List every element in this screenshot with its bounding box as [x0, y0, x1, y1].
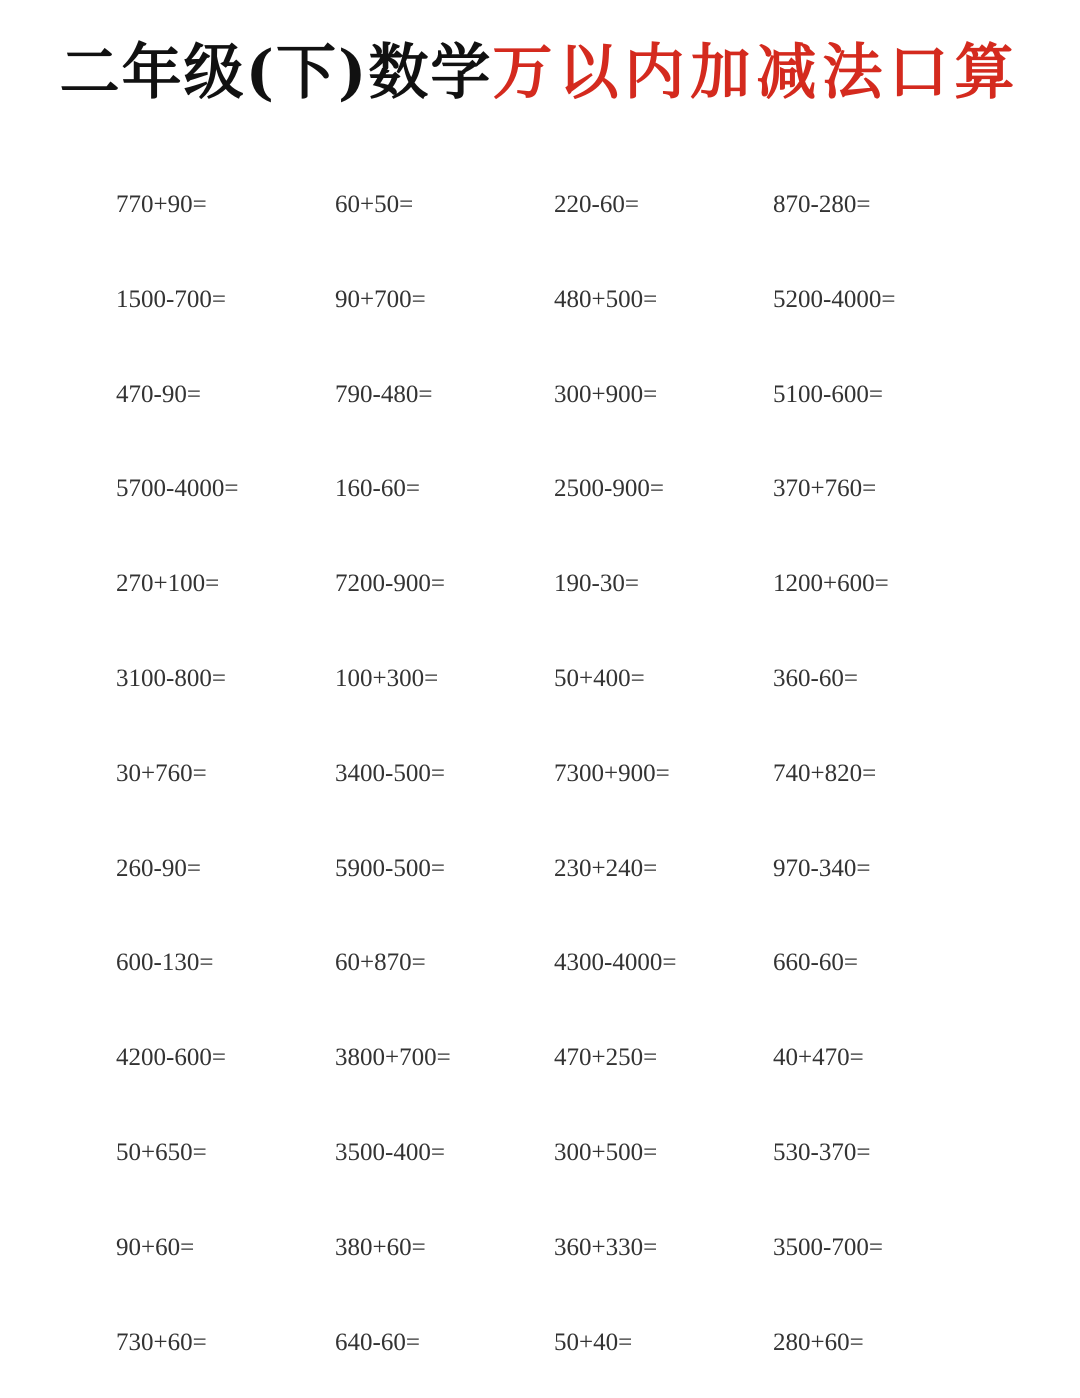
problem-item: 3500-400= — [335, 1138, 445, 1166]
problem-item: 280+60= — [773, 1328, 864, 1356]
problem-item: 380+60= — [335, 1233, 426, 1261]
page-title — [0, 28, 1080, 118]
problem-item: 50+400= — [554, 664, 645, 692]
problem-item: 90+700= — [335, 285, 426, 313]
problem-item: 1500-700= — [116, 285, 226, 313]
problem-item: 360-60= — [773, 664, 858, 692]
problem-item: 2500-900= — [554, 475, 664, 503]
problem-item: 660-60= — [773, 949, 858, 977]
problem-item: 5200-4000= — [773, 285, 896, 313]
problem-grid — [116, 158, 1016, 1390]
problem-item: 7200-900= — [335, 570, 445, 598]
problem-item: 60+50= — [335, 191, 414, 218]
problem-item: 270+100= — [116, 570, 220, 598]
problem-item: 300+900= — [554, 380, 658, 408]
problem-item: 60+870= — [335, 949, 426, 977]
problem-item: 40+470= — [773, 1044, 864, 1072]
problem-item: 640-60= — [335, 1328, 420, 1356]
problem-item: 100+300= — [335, 664, 439, 692]
problem-item: 7300+900= — [554, 759, 670, 787]
title-red-part: 万以内加减法口算 — [492, 38, 1021, 108]
problem-item: 190-30= — [554, 570, 639, 598]
problem-item: 730+60= — [116, 1328, 207, 1356]
problem-item: 530-370= — [773, 1138, 871, 1166]
problem-item: 1200+600= — [773, 570, 889, 598]
problem-item: 360+330= — [554, 1233, 658, 1261]
problem-item: 300+500= — [554, 1138, 658, 1166]
problem-item: 470-90= — [116, 380, 201, 408]
problem-item: 230+240= — [554, 854, 658, 882]
problem-item: 30+760= — [116, 759, 207, 787]
problem-item: 50+40= — [554, 1328, 633, 1356]
problem-item: 470+250= — [554, 1044, 658, 1072]
problem-item: 600-130= — [116, 949, 214, 977]
problem-item: 770+90= — [116, 191, 207, 218]
problem-item: 3400-500= — [335, 759, 445, 787]
problem-item: 740+820= — [773, 759, 877, 787]
problem-item: 5100-600= — [773, 380, 883, 408]
problem-item: 160-60= — [335, 475, 420, 503]
problem-item: 370+760= — [773, 475, 877, 503]
problem-item: 790-480= — [335, 380, 433, 408]
problem-item: 220-60= — [554, 191, 639, 218]
problem-item: 260-90= — [116, 854, 201, 882]
problem-item: 50+650= — [116, 1138, 207, 1166]
problem-item: 970-340= — [773, 854, 871, 882]
problem-item: 870-280= — [773, 191, 871, 218]
problem-item: 5700-4000= — [116, 475, 239, 503]
problem-item: 3800+700= — [335, 1044, 451, 1072]
problem-item: 4200-600= — [116, 1044, 226, 1072]
problem-item: 4300-4000= — [554, 949, 677, 977]
title-black-part: 二年级(下)数学 — [59, 38, 493, 108]
problem-item: 90+60= — [116, 1233, 195, 1261]
problem-item: 480+500= — [554, 285, 658, 313]
problem-item: 3500-700= — [773, 1233, 883, 1261]
problem-item: 5900-500= — [335, 854, 445, 882]
problem-item: 3100-800= — [116, 664, 226, 692]
